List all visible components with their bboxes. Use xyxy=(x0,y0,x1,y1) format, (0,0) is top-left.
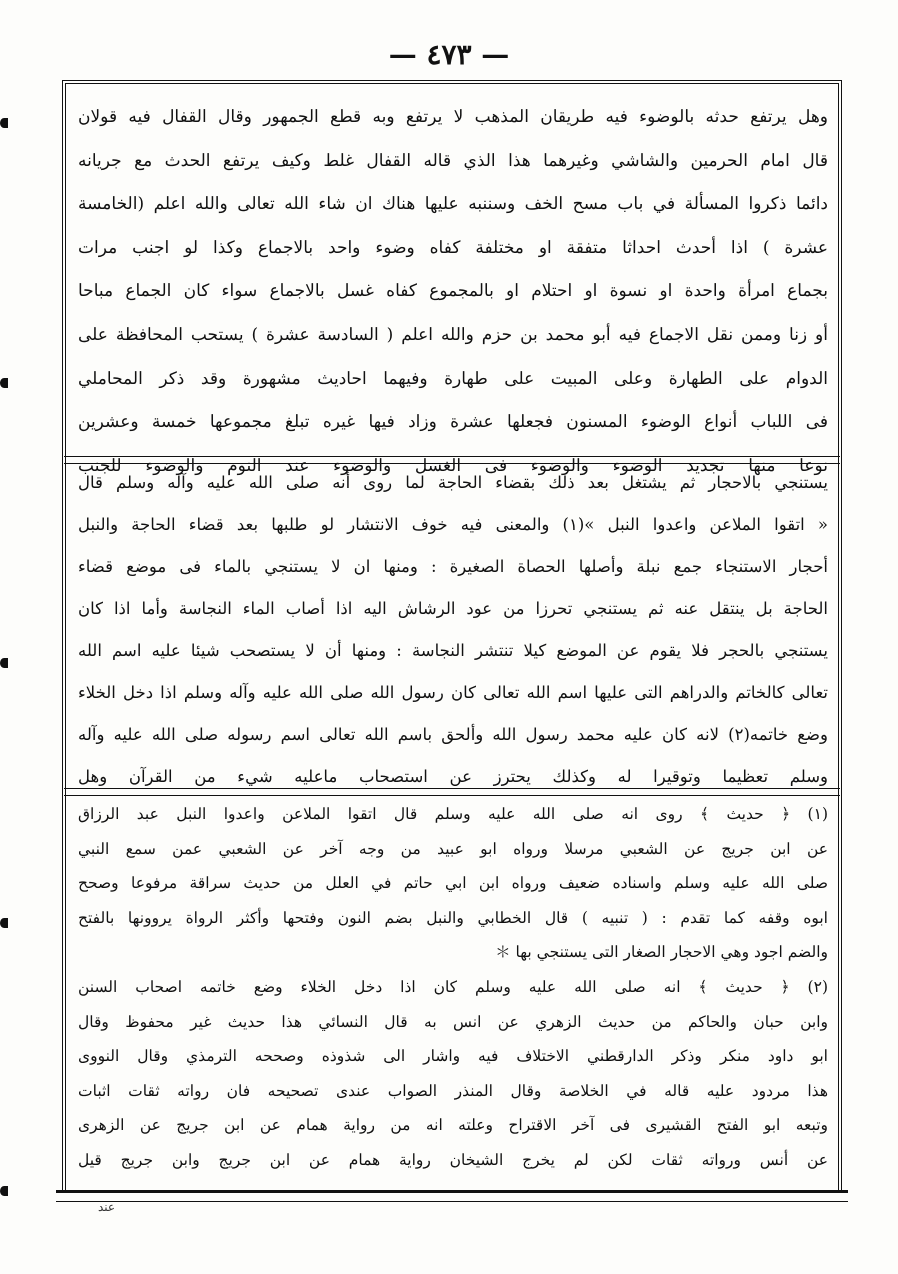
footnote-line: ابوه وقفه كما تقدم : ( تنبيه ) قال الخطابي والنبل بضم النون وفتحها وأكثر الرواة يروونها بالفتح xyxy=(78,908,828,927)
text-line: عشرة ) اذا أحدث احداثا متفقة او مختلفة كفاه وضوء واحد بالاجماع وكذا لو اجنب مرات xyxy=(78,237,828,258)
commentary-line: أحجار الاستنجاء جمع نبلة وأصلها الحصاة الصغيرة : ومنها ان لا يستنجي بالماء فى موضع قضاء xyxy=(78,557,828,576)
footnote-line: (١) ﴿ حديث ﴾ روى انه صلى الله عليه وسلم قال اتقوا الملاعن واعدوا النبل عبد الرزاق xyxy=(78,805,828,823)
text-line: وهل يرتفع حدثه بالوضوء فيه طريقان المذهب لا يرتفع وبه قطع الجمهور وقال القفال فيه قولان xyxy=(78,107,828,127)
footnote-line: والضم اجود وهي الاحجار الصغار التى يستنجي بها ＊ xyxy=(495,943,828,962)
binding-mark xyxy=(0,1186,8,1196)
commentary-line: تعالى كالخاتم والدراهم التى عليها اسم الله تعالى كان رسول الله صلى الله عليه وآله وسلم اذا دخل الخلاء xyxy=(78,683,828,702)
text-line: الدوام على الطهارة وعلى المبيت على طهارة وفيهما احاديث مشهورة وقد ذكر المحاملي xyxy=(78,368,828,389)
text-line: فى اللباب أنواع الوضوء المسنون فجعلها عشرة وزاد فيها غيره تبلغ مجموعها خمسة وعشرين xyxy=(78,412,828,433)
commentary-line: الحاجة بل ينتقل عنه ثم يستنجي تحرزا من عود الرشاش اليه اذا أصاب الماء النجاسة وأما اذا كان xyxy=(78,599,828,618)
frame-bottom-rule xyxy=(56,1190,848,1202)
footnote-line: وابن حبان والحاكم من حديث الزهري عن انس به قال النسائي هذا حديث غير محفوظ وقال xyxy=(78,1012,828,1031)
footnote-line: (٢) ﴿ حديث ﴾ انه صلى الله عليه وسلم كان اذا دخل الخلاء وضع خاتمه اصحاب السنن xyxy=(78,977,828,996)
text-line: نوعا منها تجديد الوضوء والوضوء فى الغسل والوضوء عند النوم والوضوء للجنب xyxy=(78,455,828,476)
commentary-line: يستنجي بالحجر فلا يقوم عن الموضع كيلا تنتشر النجاسة : ومنها أن لا يستصحب شيئا عليه اسم الله xyxy=(78,641,828,660)
commentary-line: وضع خاتمه(٢) لانه كان عليه محمد رسول الله وألحق باسم الله تعالى اسم رسوله صلى الله عليه وآله xyxy=(78,725,828,744)
commentary-line: « اتقوا الملاعن واعدوا النبل »(١) والمعنى فيه خوف الانتشار لو طلبها بعد قضاء الحاجة والنبل xyxy=(78,515,828,534)
section-divider xyxy=(64,788,840,796)
text-line: قال امام الحرمين والشاشي وغيرهما هذا الذي قاله القفال غلط وكيف يرتفع الحدث مع جريانه xyxy=(78,150,828,171)
text-line: بجماع امرأة واحدة او نسوة او احتلام او بالمجموع كفاه غسل بالاجماع سواء كان الجماع مباحا xyxy=(78,281,828,302)
commentary-line: يستنجي بالاحجار ثم يشتغل بعد ذلك بقضاء الحاجة لما روى أنه صلى الله عليه وآله وسلم قال xyxy=(78,473,828,492)
footnote-line: صلى الله عليه وسلم واسناده ضعيف ورواه ابن ابي حاتم في العلل من حديث سراقة مرفوعا وصحح xyxy=(78,874,828,893)
page-number: — ٤٧٣ — xyxy=(388,38,510,71)
footnote-line: عن أنس ورواته ثقات لكن لم يخرج الشيخان رواية همام عن ابن جريج وابن جريج قيل xyxy=(78,1150,828,1169)
binding-mark xyxy=(0,378,8,388)
catchword: عند xyxy=(98,1200,116,1214)
footnotes-block xyxy=(72,797,834,1178)
commentary-block xyxy=(72,462,834,798)
binding-mark xyxy=(0,658,8,668)
footnote-line: هذا مردود عليه قاله في الخلاصة وقال المنذر الصواب عندى تصحيحه فان رواته ثقات اثبات xyxy=(78,1081,828,1100)
footnote-line: عن ابن جريج عن الشعبي مرسلا ورواه ابو عبيد من وجه آخر عن الشعبي عمن سمع النبي xyxy=(78,839,828,858)
footnote-line: ابو داود منكر وذكر الدارقطني الاختلاف فيه واشار الى شذوذه وصححه الترمذي وقال النووى xyxy=(78,1047,828,1066)
footnote-line: وتبعه ابو الفتح القشيرى فى آخر الاقتراح وعلته انه من رواية همام عن ابن جريج عن الزهرى xyxy=(78,1116,828,1135)
text-line: أو زنا وممن نقل الاجماع فيه أبو محمد بن حزم والله اعلم ( السادسة عشرة ) يستحب المحافظة على xyxy=(78,324,828,345)
binding-mark xyxy=(0,118,8,128)
binding-mark xyxy=(0,918,8,928)
text-line: دائما ذكروا المسألة في باب مسح الخف وسننبه عليها هناك ان شاء الله تعالى والله اعلم (الخامسة xyxy=(78,194,828,215)
main-text-block xyxy=(72,96,834,488)
commentary-line: وسلم تعظيما وتوقيرا له وكذلك يحترز عن استصحاب ماعليه شيء من القرآن وهل xyxy=(78,767,828,786)
